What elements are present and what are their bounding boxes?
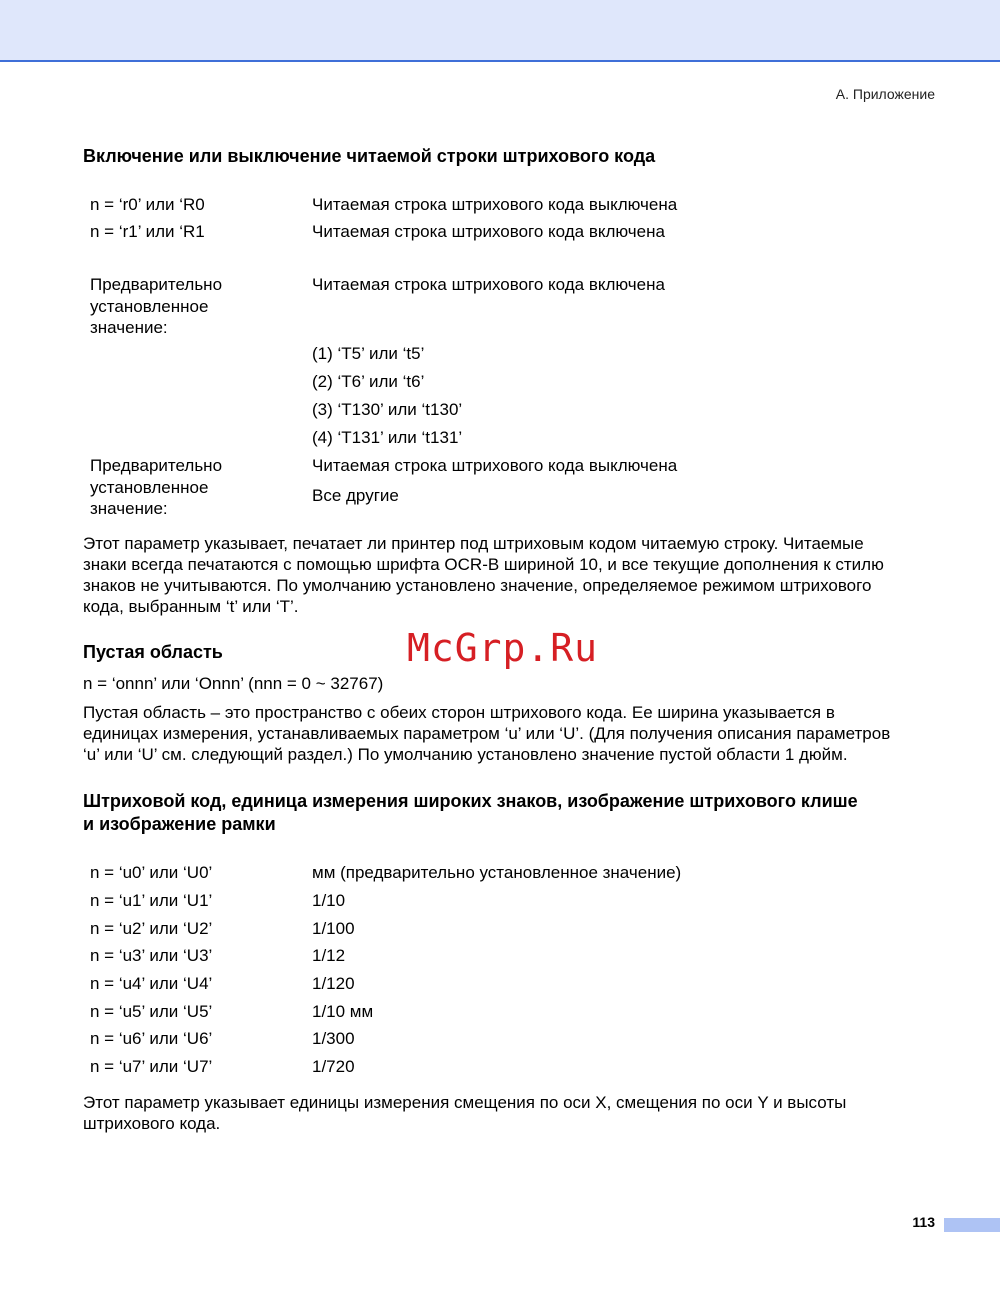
section-title-units bbox=[83, 790, 953, 836]
units-paragraph bbox=[83, 1092, 943, 1134]
units-value-u3: 1/12 bbox=[312, 946, 346, 965]
units-value-u7: 1/720 bbox=[312, 1057, 355, 1076]
preset2-desc: Читаемая строка штрихового кода выключена bbox=[312, 456, 678, 475]
units-title-line1: Штриховой код, единица измерения широких знаков, изображение штрихового клише bbox=[83, 791, 858, 811]
quiet-paragraph bbox=[83, 702, 943, 765]
hri-paragraph-line2: знаки всегда печатаются с помощью шрифта OCR-B шириной 10, и все текущие дополнения к стилю bbox=[83, 555, 884, 574]
preset2-label-line3: значение: bbox=[90, 499, 168, 518]
hri-paragraph-line3: знаков не учитываются. По умолчанию установлено значение, определяемое режимом штрихового bbox=[83, 576, 872, 595]
hri-desc-r0: Читаемая строка штрихового кода выключена bbox=[312, 195, 678, 214]
section-title-hri: Включение или выключение читаемой строки штрихового кода bbox=[83, 146, 656, 166]
header-band bbox=[0, 0, 1000, 62]
chapter-label: A. Приложение bbox=[835, 86, 935, 102]
hri-desc-r1: Читаемая строка штрихового кода включена bbox=[312, 222, 665, 241]
preset1-item-3: (3) ‘T130’ или ‘t130’ bbox=[312, 400, 463, 419]
quiet-paragraph-line1: Пустая область – это пространство с обеих сторон штрихового кода. Ее ширина указывается в bbox=[83, 703, 835, 722]
hri-param-r0: n = ‘r0’ или ‘R0 bbox=[90, 195, 205, 214]
preset1-label-line3: значение: bbox=[90, 318, 168, 337]
units-value-u1: 1/10 bbox=[312, 891, 346, 910]
units-param-u2: n = ‘u2’ или ‘U2’ bbox=[90, 919, 213, 938]
preset2-label-line2: установленное bbox=[90, 478, 209, 497]
units-value-u0: мм (предварительно установленное значение) bbox=[312, 863, 682, 882]
preset1-label-line1: Предварительно bbox=[90, 275, 223, 294]
units-param-u1: n = ‘u1’ или ‘U1’ bbox=[90, 891, 213, 910]
preset1-desc: Читаемая строка штрихового кода включена bbox=[312, 275, 665, 294]
units-title-line2: и изображение рамки bbox=[83, 814, 276, 834]
units-value-u6: 1/300 bbox=[312, 1029, 355, 1048]
units-paragraph-line2: штрихового кода. bbox=[83, 1114, 221, 1133]
quiet-paragraph-line3: ‘u’ или ‘U’ см. следующий раздел.) По умолчанию установлено значение пустой области 1 дюйм. bbox=[83, 745, 848, 764]
hri-paragraph bbox=[83, 533, 943, 617]
units-param-u5: n = ‘u5’ или ‘U5’ bbox=[90, 1002, 213, 1021]
units-param-u4: n = ‘u4’ или ‘U4’ bbox=[90, 974, 213, 993]
preset2-label-line1: Предварительно bbox=[90, 456, 223, 475]
units-paragraph-line1: Этот параметр указывает единицы измерения смещения по оси X, смещения по оси Y и высоты bbox=[83, 1093, 847, 1112]
units-param-u6: n = ‘u6’ или ‘U6’ bbox=[90, 1029, 213, 1048]
hri-param-r1: n = ‘r1’ или ‘R1 bbox=[90, 222, 205, 241]
preset1-label-line2: установленное bbox=[90, 297, 209, 316]
quiet-formula: n = ‘onnn’ или ‘Onnn’ (nnn = 0 ~ 32767) bbox=[83, 674, 384, 693]
units-param-u3: n = ‘u3’ или ‘U3’ bbox=[90, 946, 213, 965]
units-param-u7: n = ‘u7’ или ‘U7’ bbox=[90, 1057, 213, 1076]
preset1-item-1: (1) ‘T5’ или ‘t5’ bbox=[312, 344, 425, 363]
hri-paragraph-line1: Этот параметр указывает, печатает ли принтер под штриховым кодом читаемую строку. Читаемые bbox=[83, 534, 864, 553]
units-value-u4: 1/120 bbox=[312, 974, 355, 993]
preset2-note: Все другие bbox=[312, 486, 399, 505]
units-param-u0: n = ‘u0’ или ‘U0’ bbox=[90, 863, 213, 882]
quiet-paragraph-line2: единицах измерения, устанавливаемых параметром ‘u’ или ‘U’. (Для получения описания параметров bbox=[83, 724, 891, 743]
section-title-quiet: Пустая область bbox=[83, 642, 223, 662]
footer-corner-bar bbox=[944, 1218, 1000, 1232]
preset1-item-4: (4) ‘T131’ или ‘t131’ bbox=[312, 428, 463, 447]
preset1-item-2: (2) ‘T6’ или ‘t6’ bbox=[312, 372, 425, 391]
units-value-u2: 1/100 bbox=[312, 919, 355, 938]
watermark: McGrp.Ru bbox=[407, 626, 599, 670]
hri-paragraph-line4: кода, выбранным ‘t’ или ‘T’. bbox=[83, 597, 299, 616]
page-number: 113 bbox=[912, 1214, 935, 1230]
units-value-u5: 1/10 мм bbox=[312, 1002, 374, 1021]
